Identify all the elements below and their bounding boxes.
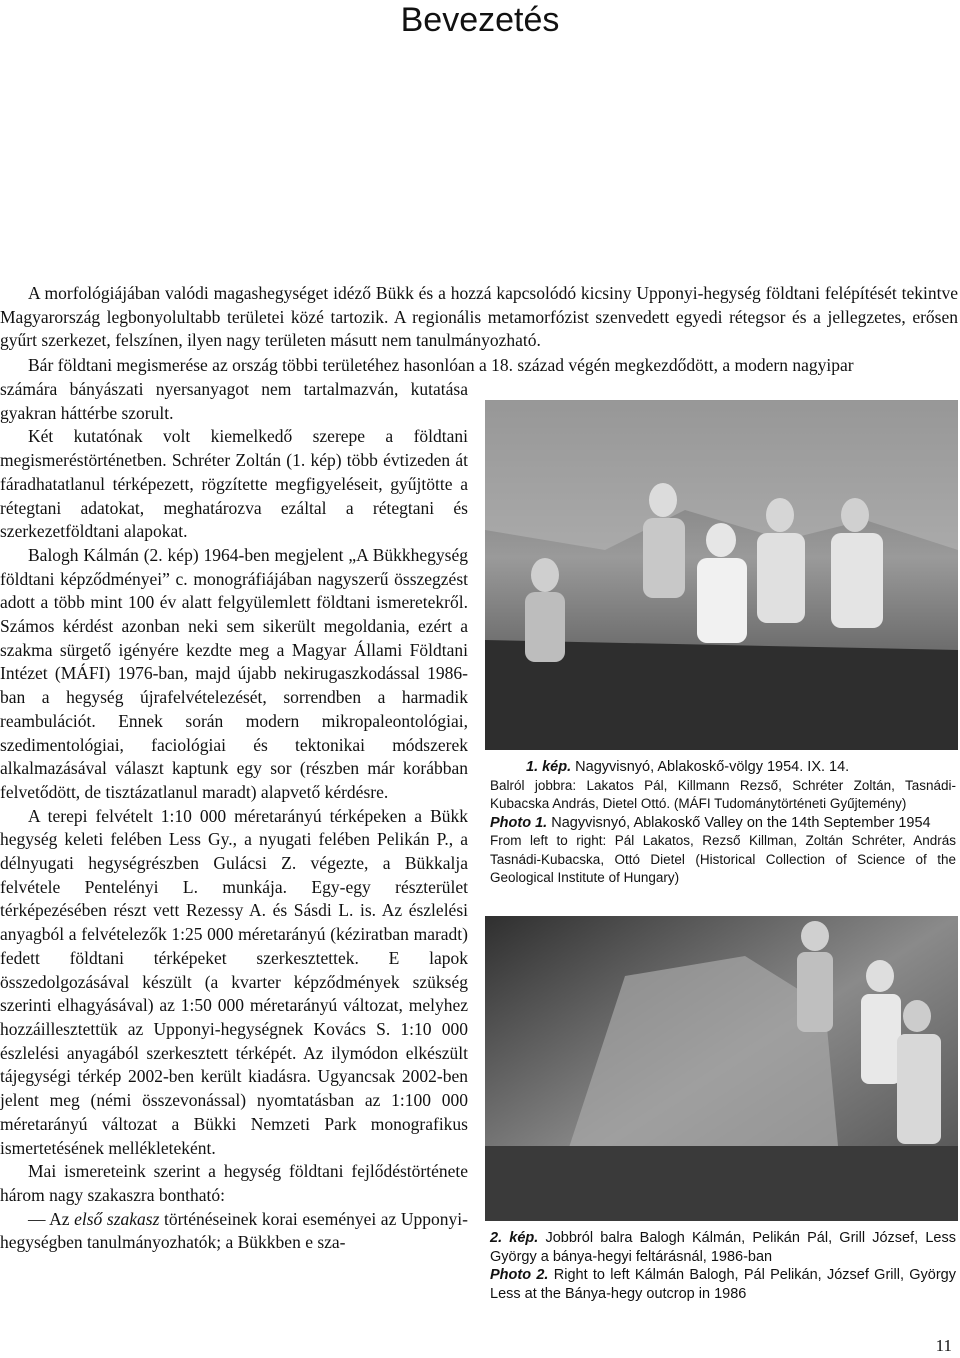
dash-prefix: — Az: [28, 1208, 75, 1229]
photo-1-title-en: Nagyvisnyó, Ablakoskő Valley on the 14th September 1954: [551, 814, 931, 831]
text-column: [0, 378, 468, 1255]
paragraph-7: [0, 1208, 468, 1255]
paragraph-4: Balogh Kálmán (2. kép) 1964-ben megjelent „A Bükkhegység földtani képződményei” c. monográfiájában nagyszerű összegzést adott a több mint 100 év alatt felgyülemlett földtani ismeretekről. Számos kérdést azonban neki sem sikerült megoldania, ezért a szakma sürgető igényére kezdte meg a Magyar Állami Földtani Intézet (MÁFI) 1976-ban, majd újabb nekirugaszkodással 1986-ban a hegység újrafelvételezését, sorrendben a harmadik reambulációt. Ennek során modern mikropaleontológiai, szedimentológiai, faciológiai és tektonikai módszerek alkalmazásával választ kaptunk egy sor (részben már korábban felvetődött, de tisztázatlanul maradt) alapvető kérdésre.: [0, 544, 468, 802]
intro-paragraph-2: Bár földtani megismerése az ország többi területéhez hasonlóan a 18. század végén megkezdődött, a modern nagyipar: [28, 355, 854, 375]
paragraph-7-text: történéseinek korai eseményei az Upponyi-hegységben tanulmányozhatók; a Bükkben e sza-: [0, 1208, 468, 1253]
photo-1-caption: [490, 758, 956, 888]
photo-1-label-en: Photo 1.: [490, 814, 548, 831]
intro-paragraph-1: A morfológiájában valódi magashegységet idéző Bükk és a hozzá kapcsolódó kicsiny Upponyi-hegység földtani felépítését tekintve Magyarország legbonyolultabb területei közé tartozik. A regionális metamorfózist szenvedett egyedi rétegsor és a jellegzetes, erősen gyűrt szerkezet, felszínen, ilyen nagy területen másutt nem tanulmányozható.: [0, 283, 958, 350]
photo-2-label-en: Photo 2.: [490, 1267, 549, 1283]
emphasis-first-stage: első szakasz: [74, 1208, 160, 1229]
photo-1-label: 1. kép.: [526, 759, 572, 775]
photo-1-description: Balról jobbra: Lakatos Pál, Killmann Rezső, Schréter Zoltán, Tasnádi-Kubacska András, Dietel Ottó. (MÁFI Tudománytörténeti Gyűjtemény): [490, 777, 956, 811]
paragraph-3: Két kutatónak volt kiemelkedő szerepe a földtani megismeréstörténetben. Schréter Zoltán (1. kép) több évtizeden át fáradhatatlanul térképezett, rögzítette megfigyeléseit, gyűjtötte a rétegtani adatokat, meghatározva ezáltal a rétegtani és szerkezetföldtani alapokat.: [0, 426, 468, 542]
photo-1-group-portrait: [485, 400, 958, 750]
paragraph-5: A terepi felvételt 1:10 000 méretarányú térképeken a Bükk hegység keleti felében Less Gy., a nyugati felében Pelikán P., a délnyugati hegységrészben Gulácsi Z. végezte, a Bükkalja felvétele Pentelényi L. munkája. Egy-egy részterület térképezésében részt vett Rezessy A. és Sásdi L. is. Az észlelési anyagból a felvételezők 1:25 000 méretarányú (kéziratban maradt) fedett földtani térképeket szerkesztettek. E lapok összedolgozásával készült (a kvarter képződmények szükség szerinti elhagyásával) az 1:50 000 méretarányú változat, melyhez hozzáillesztettük az Upponyi-hegységnek Kovács S. 1:10 000 észlelési anyagából szerkesztett térképét. Az ilymódon elkészült tájegységi térkép 2002-ben került kiadásra. Ugyancsak 2002-ben jelent meg (némi összevonással) nyomtatásban az 1:100 000 méretarányú változat a Bükki Nemzeti Park monografikus ismertetésének mellékleteként.: [0, 805, 468, 1158]
photo-2-outcrop: [485, 916, 958, 1221]
page-title: Bevezetés: [400, 1, 560, 39]
photo-2-caption: [490, 1229, 956, 1303]
photo-2-label: 2. kép.: [490, 1230, 539, 1246]
photo-1-description-en: From left to right: Pál Lakatos, Rezső Killman, Zoltán Schréter, András Tasnádi-Kubacska, Ottó Dietel (Historical Collection of Science of the Geological Institute of Hungary): [490, 833, 956, 885]
photo-1-title: Nagyvisnyó, Ablakoskő-völgy 1954. IX. 14.: [575, 759, 850, 775]
photo-2-description-en: Right to left Kálmán Balogh, Pál Pelikán, József Grill, György Less at the Bánya-hegy outcrop in 1986: [490, 1267, 957, 1302]
paragraph-6: Mai ismereteink szerint a hegység földtani fejlődéstörténete három nagy szakaszra bontható:: [0, 1161, 468, 1205]
paragraph-2-continued: számára bányászati nyersanyagot nem tartalmazván, kutatása gyakran háttérbe szorult.: [0, 379, 468, 423]
photo-2-description: Jobbról balra Balogh Kálmán, Pelikán Pál, Grill József, Less György a bánya-hegyi feltárásnál, 1986-ban: [490, 1230, 956, 1265]
page-number: 11: [935, 1336, 952, 1355]
